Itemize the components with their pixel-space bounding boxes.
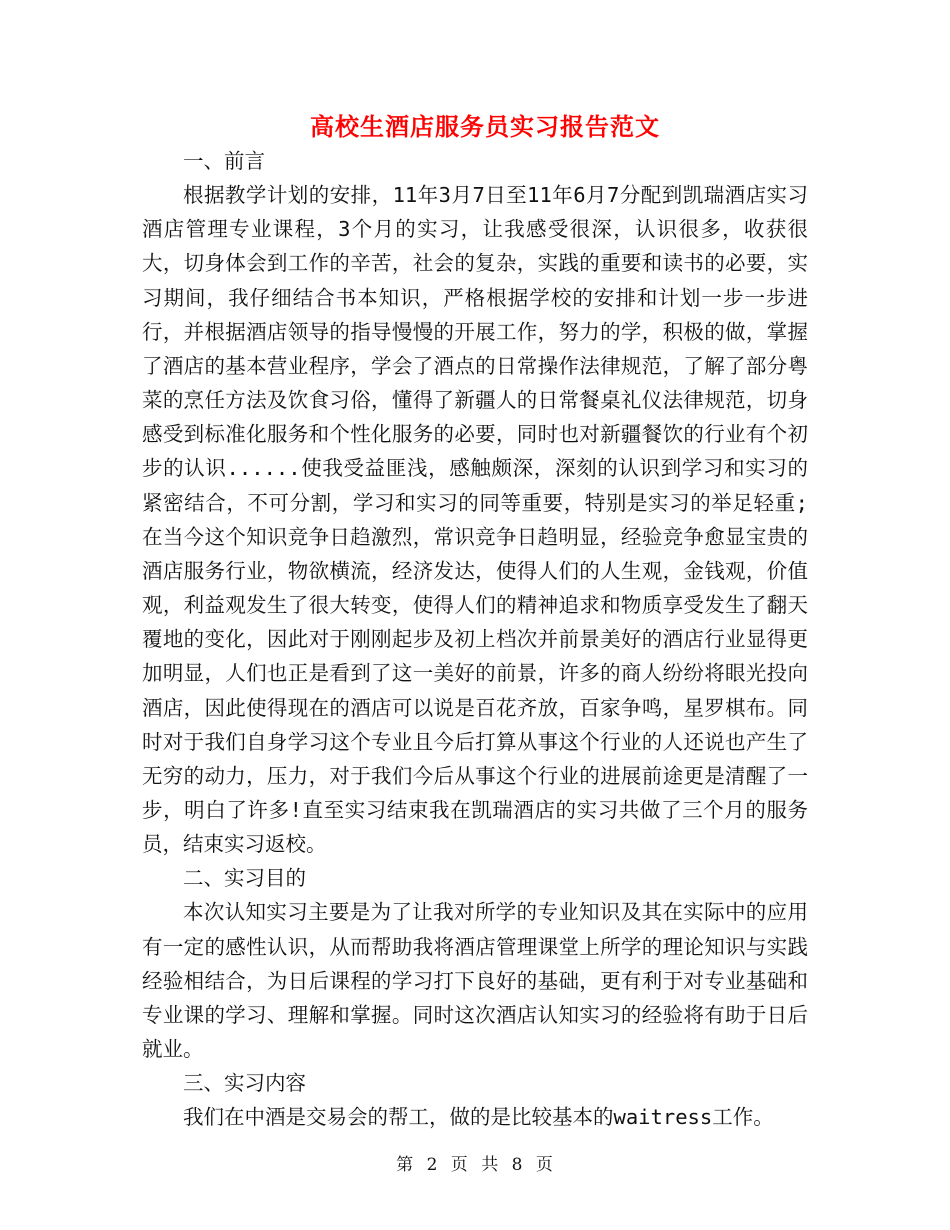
document-title: 高校生酒店服务员实习报告范文 <box>310 112 660 141</box>
paragraph-content: 我们在中酒是交易会的帮工，做的是比较基本的waitress工作。 <box>183 1105 774 1130</box>
paragraph-purpose: 本次认知实习主要是为了让我对所学的专业知识及其在实际中的应用有一定的感性认识，从而帮助我将酒店管理课堂上所学的理论知识与实践经验相结合，为日后课程的学习打下良好的基础，更有利于对专业基础和专业课的学习、理解和掌握。同时这次酒店认知实习的经验将有助于日后就业。 <box>142 900 808 1062</box>
section-heading-content: 三、实习内容 <box>183 1071 306 1096</box>
document-body <box>142 144 808 1135</box>
page-number-footer: 第 2 页 共 8 页 <box>396 1155 554 1175</box>
section-heading-preface: 一、前言 <box>183 149 265 173</box>
section-heading-purpose: 二、实习目的 <box>183 866 306 891</box>
paragraph-preface: 根据教学计划的安排，11年3月7日至11年6月7分配到凯瑞酒店实习酒店管理专业课程，3个月的实习，让我感受很深，认识很多，收获很大，切身体会到工作的辛苦，社会的复杂，实践的重要和读书的必要，实习期间，我仔细结合书本知识，严格根据学校的安排和计划一步一步进行，并根据酒店领导的指导慢慢的开展工作，努力的学，积极的做，掌握了酒店的基本营业程序，学会了酒点的日常操作法律规范，了解了部分粤菜的烹任方法及饮食习俗，懂得了新疆人的日常餐桌礼仪法律规范，切身感受到标准化服务和个性化服务的必要，同时也对新疆餐饮的行业有个初步的认识......使我受益匪浅，感触颇深，深刻的认识到学习和实习的紧密结合，不可分割，学习和实习的同等重要，特别是实习的举足轻重;在当今这个知识竞争日趋激烈，常识竞争日趋明显，经验竞争愈显宝贵的酒店服务行业，物欲横流，经济发达，使得人们的人生观，金钱观，价值观，利益观发生了很大转变，使得人们的精神追求和物质享受发生了翻天覆地的变化，因此对于刚刚起步及初上档次并前景美好的酒店行业显得更加明显，人们也正是看到了这一美好的前景，许多的商人纷纷将眼光投向酒店，因此使得现在的酒店可以说是百花齐放，百家争鸣，星罗棋布。同时对于我们自身学习这个专业且今后打算从事这个行业的人还说也产生了无穷的动力，压力，对于我们今后从事这个行业的进展前途更是清醒了一步，明白了许多!直至实习结束我在凯瑞酒店的实习共做了三个月的服务员，结束实习返校。 <box>142 183 808 857</box>
